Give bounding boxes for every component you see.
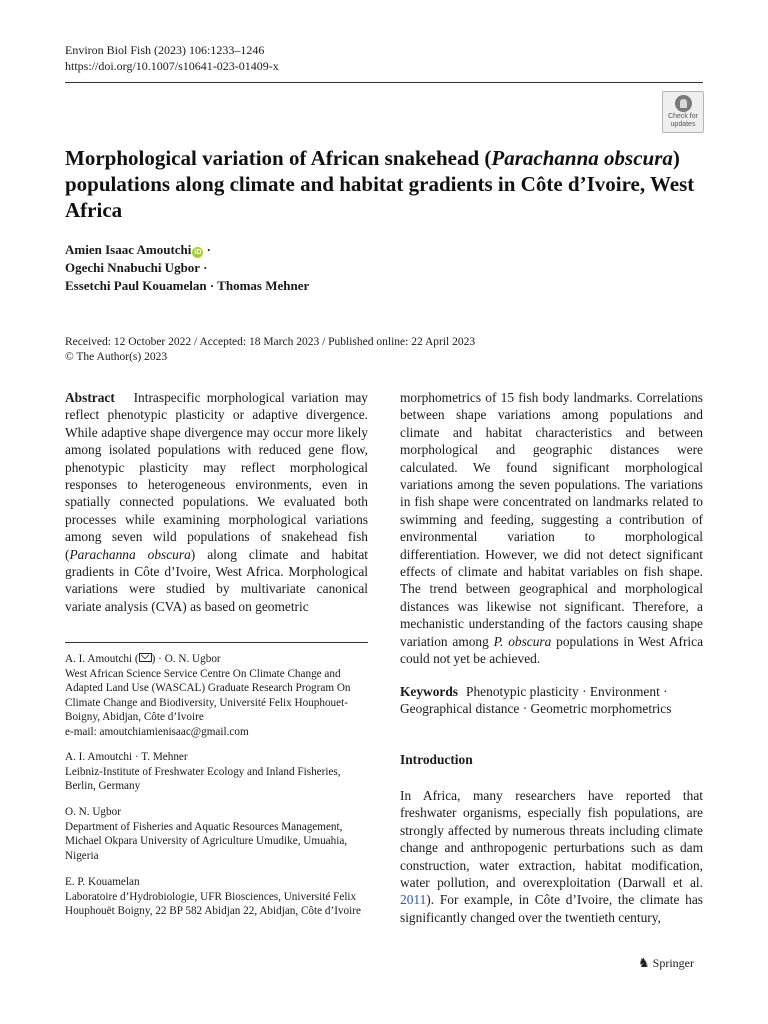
title-species: Parachanna obscura bbox=[491, 146, 673, 170]
introduction-text bbox=[400, 787, 703, 926]
affiliation-3 bbox=[65, 805, 368, 863]
aff3-authors: O. N. Ugbor bbox=[65, 806, 121, 818]
orcid-icon[interactable]: iD bbox=[194, 249, 202, 256]
envelope-icon[interactable] bbox=[139, 653, 152, 662]
check-for-updates-badge[interactable] bbox=[662, 91, 704, 133]
aff4-authors: E. P. Kouamelan bbox=[65, 876, 140, 888]
abstract-left bbox=[65, 389, 368, 615]
doi-link[interactable]: https://doi.org/10.1007/s10641-023-01409-x bbox=[65, 59, 279, 73]
check-updates-icon bbox=[675, 95, 692, 112]
header-rule bbox=[65, 82, 703, 83]
aff3-address: Department of Fisheries and Aquatic Resources Management, Michael Okpara University of Agriculture Umudike, Umuahia, Nigeria bbox=[65, 820, 348, 862]
title-text-1: Morphological variation of African snakehead ( bbox=[65, 146, 492, 170]
abstract-text-4: populations in West Africa could not yet be achieved. bbox=[400, 633, 704, 667]
keywords-label: Keywords bbox=[400, 684, 459, 699]
aff1-address: West African Science Service Centre On Climate Change and Adapted Land Use (WASCAL) Graduate Research Program On Climate Change and Biodiversity, Université Felix Houphouet-Boigny, Abidjan, Côte d’Ivoire bbox=[65, 667, 351, 724]
abstract-species-2: P. obscura bbox=[493, 633, 552, 649]
abstract-species: Parachanna obscura bbox=[69, 546, 191, 562]
springer-horse-icon: ♞ bbox=[638, 955, 650, 970]
aff2-address: Leibniz-Institute of Freshwater Ecology and Inland Fisheries, Berlin, Germany bbox=[65, 765, 341, 793]
publisher-name: Springer bbox=[652, 956, 694, 970]
author-line-2: Ogechi Nnabuchi Ugbor · bbox=[65, 260, 208, 275]
aff1-authors-b: ) · O. N. Ugbor bbox=[151, 653, 221, 665]
publication-dates bbox=[65, 335, 475, 365]
aff1-email[interactable]: e-mail: amoutchiamienisaac@gmail.com bbox=[65, 725, 249, 738]
author-line-3: Essetchi Paul Kouamelan · Thomas Mehner bbox=[65, 278, 310, 293]
aff4-address: Laboratoire d’Hydrobiologie, UFR Biosciences, Université Felix Houphouët Boigny, 22 BP 582 Abidjan 22, Abidjan, Côte d’Ivoire bbox=[65, 890, 361, 918]
paper-title bbox=[65, 145, 705, 223]
author-separator: · bbox=[203, 242, 211, 257]
affiliation-2 bbox=[65, 750, 368, 794]
abstract-text-1: Intraspecific morphological variation may reflect phenotypic plasticity or adaptive divergence. While adaptive shape divergence may occur more likely among isolated populations with reduced gene flow, phenotypic plasticity may reflect morphological responses to heterogeneous environments, even in spatially connected populations. We evaluated both processes while examining morphological variations among seven wild populations of snakehead fish ( bbox=[65, 390, 368, 562]
copyright-line: © The Author(s) 2023 bbox=[65, 351, 168, 363]
keywords-text: Phenotypic plasticity · Environment · Geographical distance · Geometric morphometrics bbox=[400, 684, 672, 717]
journal-citation: Environ Biol Fish (2023) 106:1233–1246 bbox=[65, 43, 265, 57]
check-badge-line1: Check for bbox=[668, 113, 698, 120]
publisher-footer bbox=[638, 955, 694, 971]
introduction-heading: Introduction bbox=[400, 752, 473, 767]
intro-text-2: ). For example, in Côte d’Ivoire, the climate has significantly changed over the twentieth century, bbox=[400, 892, 703, 925]
check-badge-line2: updates bbox=[670, 121, 696, 128]
author-list bbox=[65, 241, 309, 295]
abstract-text-2: ) along climate and habitat gradients in Côte d’Ivoire, West Africa. Morphological variations were studied by multivariate canonical variate analysis (CVA) as based on geometric bbox=[65, 546, 368, 614]
author-line-1[interactable]: Amien Isaac Amoutchi bbox=[65, 242, 192, 257]
dates-line: Received: 12 October 2022 / Accepted: 18 March 2023 / Published online: 22 April 2023 bbox=[65, 336, 476, 348]
affiliation-4 bbox=[65, 875, 368, 919]
abstract-right bbox=[400, 389, 703, 668]
aff1-authors-a: A. I. Amoutchi ( bbox=[65, 653, 139, 665]
journal-header bbox=[65, 42, 279, 74]
citation-link[interactable]: 2011 bbox=[400, 892, 427, 908]
affiliation-1 bbox=[65, 652, 368, 740]
keywords bbox=[400, 683, 703, 718]
abstract-label: Abstract bbox=[65, 390, 115, 405]
footnote-rule bbox=[65, 642, 368, 643]
abstract-text-3: morphometrics of 15 fish body landmarks. Correlations between shape variations among populations and climate and habitat characteristics and between morphological and geographic distances were calculated. We found significant morphological variations among the seven populations. The variations in fish shape were concentrated on landmarks related to swimming and feeding, suggesting a contribution of environmental variation to morphological differentiation. However, we did not detect significant effects of climate and habitat variables on fish shape. The trend between geographical and morphological distances was likewise not significant. Therefore, a mechanistic understanding of the factors causing shape variation among bbox=[400, 390, 703, 649]
intro-text-1: In Africa, many researchers have reported that freshwater organisms, especially fish populations, are strongly affected by numerous threats including climate change and anthropogenic perturbations such as dam construction, water extraction, habitat modification, water pollution, and overexploitation (Darwall et al. bbox=[400, 788, 703, 891]
title-text-2: ) populations along climate and habitat gradients in Côte d’Ivoire, West Africa bbox=[65, 146, 695, 222]
aff2-authors: A. I. Amoutchi · T. Mehner bbox=[65, 751, 188, 763]
